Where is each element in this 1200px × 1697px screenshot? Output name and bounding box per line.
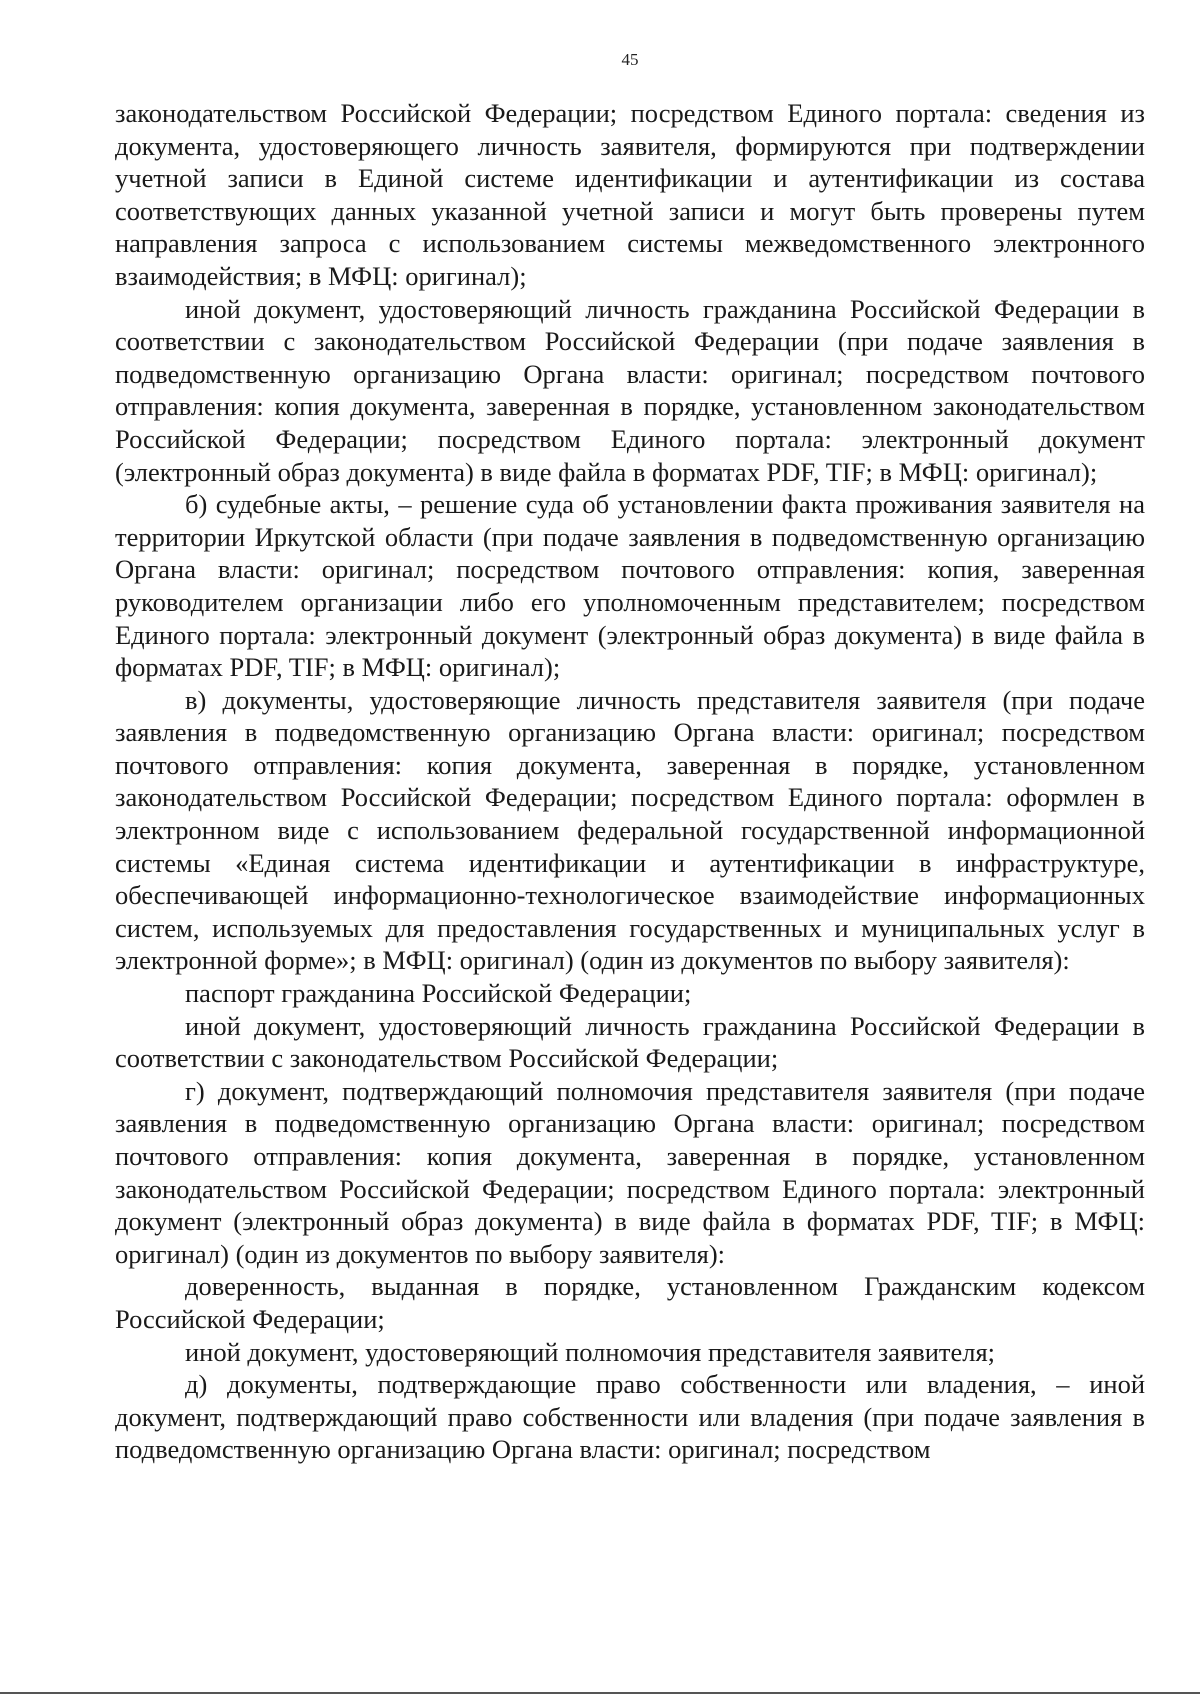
- paragraph: в) документы, удостоверяющие личность представителя заявителя (при подаче заявления в подведомственную организацию Органа власти: оригинал; посредством почтового отправления: копия документа, заверенная в порядке, установленном законодательством Российской Федерации; посредством Единого портала: оформлен в электронном виде с использованием федеральной государственной информационной системы «Единая система идентификации и аутентификации в инфраструктуре, обеспечивающей информационно-технологическое взаимодействие информационных систем, используемых для предоставления государственных и муниципальных услуг в электронной форме»; в МФЦ: оригинал) (один из документов по выбору заявителя):: [115, 684, 1145, 976]
- paragraph: законодательством Российской Федерации; посредством Единого портала: сведения из документа, удостоверяющего личность заявителя, формируются при подтверждении учетной записи в Единой системе идентификации и аутентификации из состава соответствующих данных указанной учетной записи и могут быть проверены путем направления запроса с использованием системы межведомственного электронного взаимодействия; в МФЦ: оригинал);: [115, 98, 1145, 291]
- document-body: [115, 97, 1145, 1466]
- paragraph: иной документ, удостоверяющий полномочия представителя заявителя;: [185, 1336, 996, 1367]
- paragraph: доверенность, выданная в порядке, установленном Гражданским кодексом Российской Федерации;: [115, 1271, 1145, 1334]
- page-bottom-rule: [0, 1692, 1200, 1694]
- paragraph: паспорт гражданина Российской Федерации;: [185, 978, 692, 1009]
- paragraph: д) документы, подтверждающие право собственности или владения, – иной документ, подтверждающий право собственности или владения (при подаче заявления в подведомственную организацию Органа власти: оригинал; посредством: [115, 1369, 1145, 1465]
- paragraph: иной документ, удостоверяющий личность гражданина Российской Федерации в соответствии с законодательством Российской Федерации;: [115, 1010, 1145, 1074]
- paragraph: иной документ, удостоверяющий личность гражданина Российской Федерации в соответствии с законодательством Российской Федерации (при подаче заявления в подведомственную организацию Органа власти: оригинал; посредством почтового отправления: копия документа, заверенная в порядке, установленном законодательством Российской Федерации; посредством Единого портала: электронный документ (электронный образ документа) в виде файла в форматах PDF, TIF; в МФЦ: оригинал);: [115, 293, 1145, 487]
- paragraph: б) судебные акты, – решение суда об установлении факта проживания заявителя на территории Иркутской области (при подаче заявления в подведомственную организацию Органа власти: оригинал; посредством почтового отправления: копия, заверенная руководителем организации либо его уполномоченным представителем; посредством Единого портала: электронный документ (электронный образ документа) в виде файла в форматах PDF, TIF; в МФЦ: оригинал);: [115, 489, 1145, 683]
- paragraph: г) документ, подтверждающий полномочия представителя заявителя (при подаче заявления в подведомственную организацию Органа власти: оригинал; посредством почтового отправления: копия документа, заверенная в порядке, установленном законодательством Российской Федерации; посредством Единого портала: электронный документ (электронный образ документа) в виде файла в форматах PDF, TIF; в МФЦ: оригинал) (один из документов по выбору заявителя):: [115, 1075, 1145, 1269]
- page-number: 45: [621, 50, 639, 69]
